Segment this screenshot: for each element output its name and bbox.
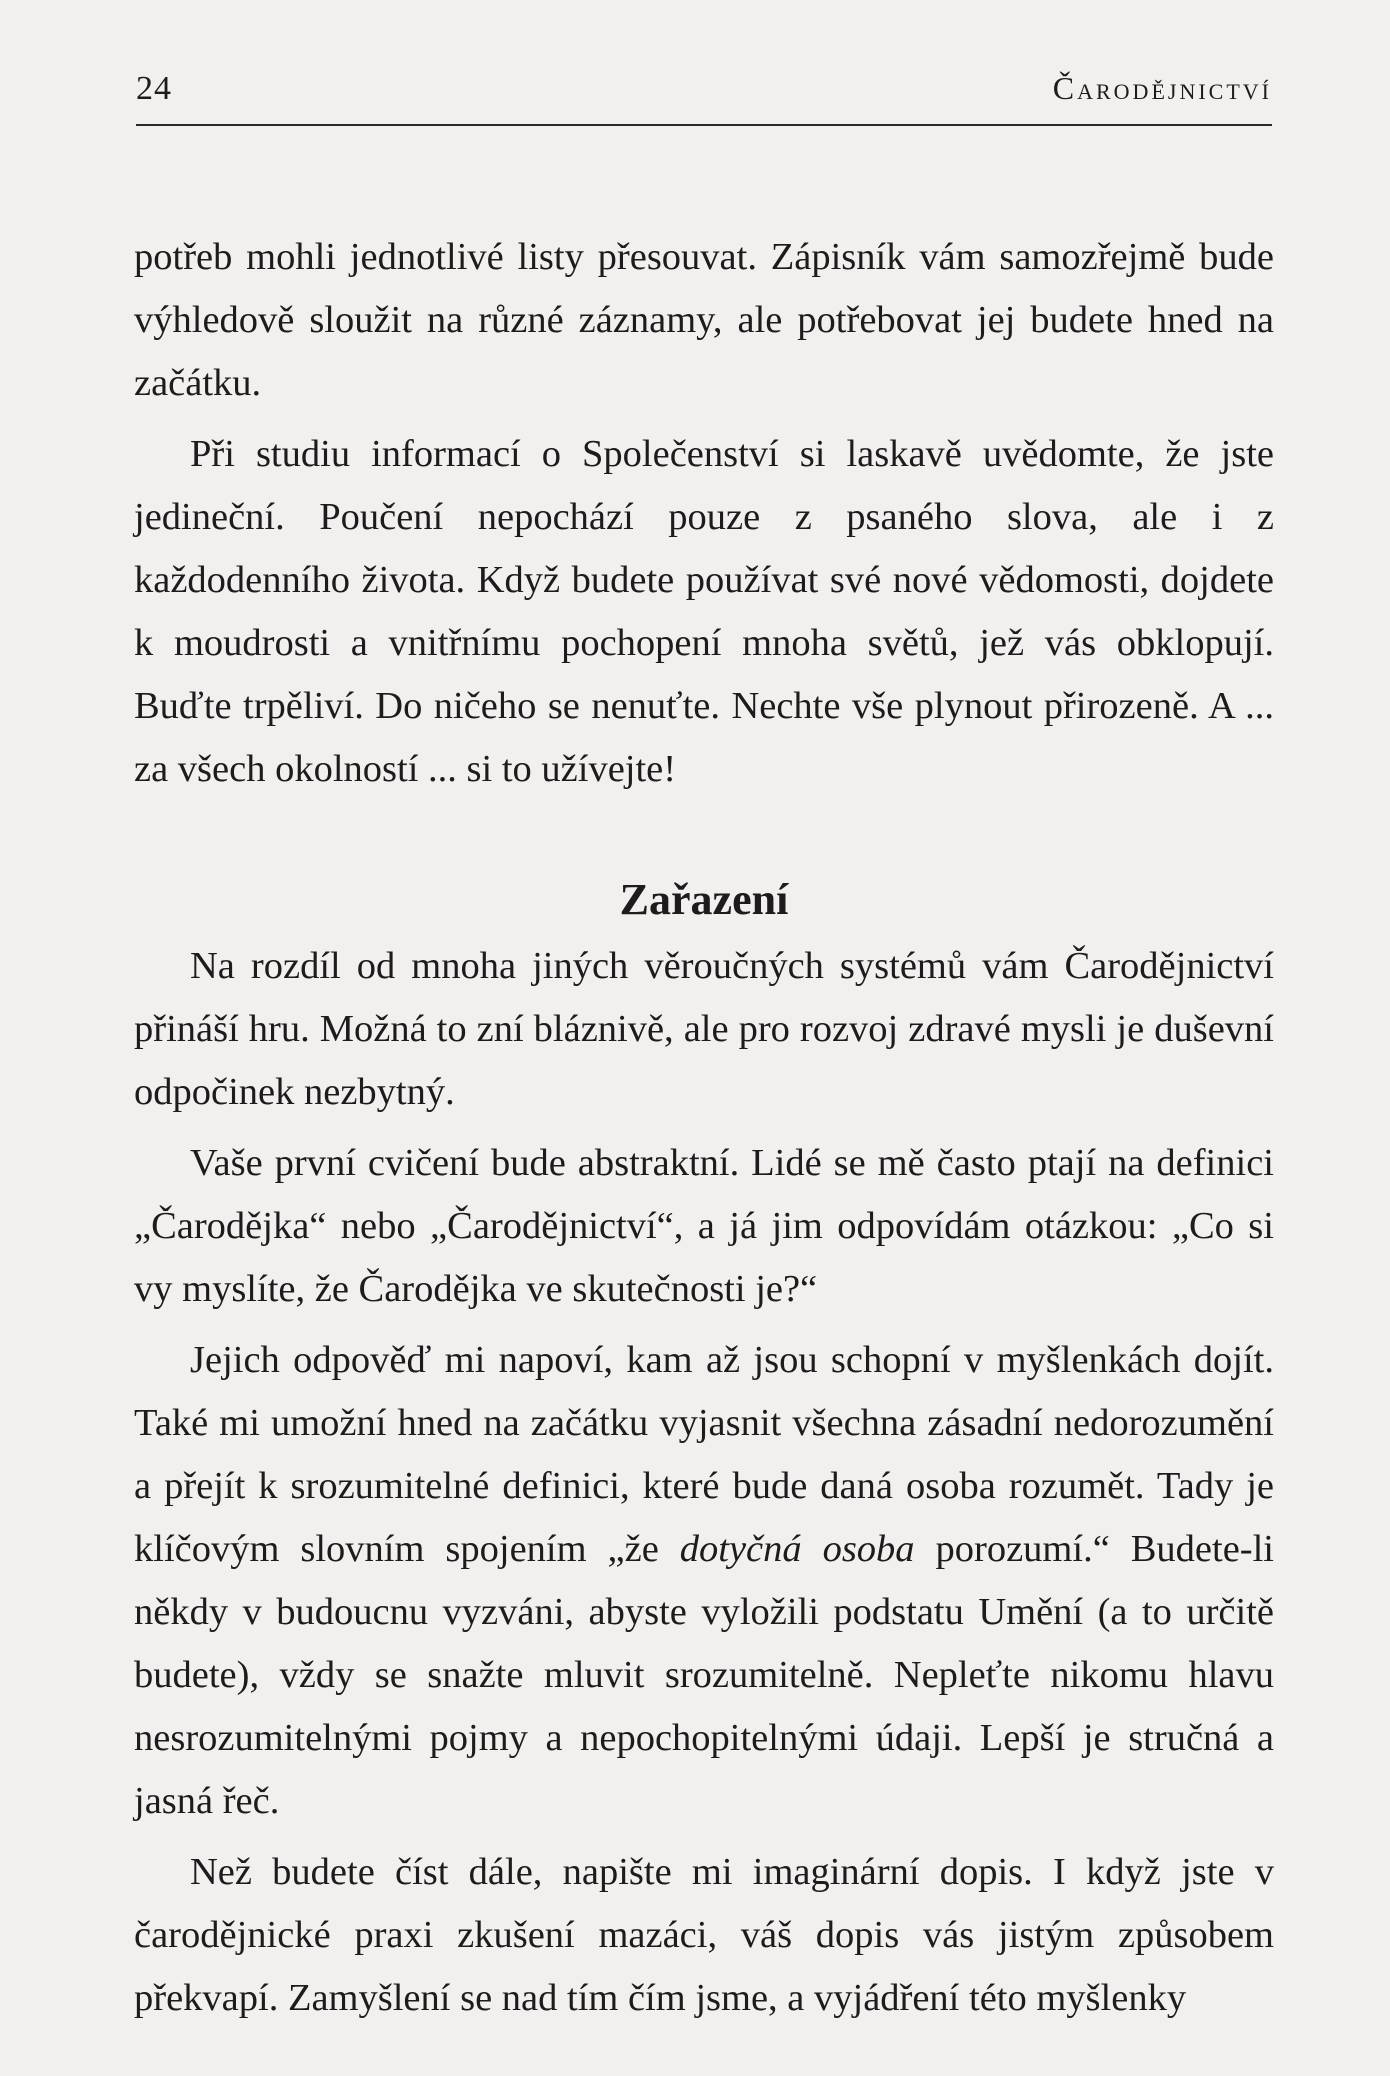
body-text [134, 226, 1274, 2030]
paragraph: Než budete číst dále, napište mi imaginární dopis. I když jste v čarodějnické praxi zkušení mazáci, váš dopis vás jistým způsobem překvapí. Zamyšlení se nad tím čím jsme, a vyjádření této myšlenky [134, 1851, 1274, 2019]
paragraph-text: porozumí.“ Budete-li někdy v budoucnu vyzváni, abyste vyložili podstatu Umění (a to určitě budete), vždy se snažte mluvit srozumitelně. Nepleťte nikomu hlavu nesrozumitelnými pojmy a nepochopitelnými údaji. Lepší je stručná a jasná řeč. [134, 1528, 1274, 1822]
paragraph: Vaše první cvičení bude abstraktní. Lidé se mě často ptají na definici „Čarodějka“ nebo „Čarodějnictví“, a já jim odpovídám otázkou: „Co si vy myslíte, že Čarodějka ve skutečnosti je?“ [134, 1142, 1274, 1310]
paragraph-continued: potřeb mohli jednotlivé listy přesouvat. Zápisník vám samozřejmě bude výhledově sloužit na různé záznamy, ale potřebovat jej budete hned na začátku. [134, 236, 1274, 404]
paragraph: Na rozdíl od mnoha jiných věroučných systémů vám Čarodějnictví přináší hru. Možná to zní bláznivě, ale pro rozvoj zdravé mysli je duševní odpočinek nezbytný. [134, 945, 1274, 1113]
page-number: 24 [136, 70, 172, 107]
chapter-title: Čarodějnictví [1052, 70, 1272, 106]
emphasis-text: dotyčná osoba [679, 1528, 915, 1570]
paragraph: Při studiu informací o Společenství si laskavě uvědomte, že jste jedineční. Poučení nepochází pouze z psaného slova, ale i z každodenního života. Když budete používat své nové vědomosti, dojdete k moudrosti a vnitřnímu pochopení mnoha světů, jež vás obklopují. Buďte trpěliví. Do ničeho se nenuťte. Nechte vše plynout přirozeně. A ... za všech okolností ... si to užívejte! [134, 433, 1274, 790]
running-header [136, 62, 1272, 126]
paragraph-text: Jejich odpověď mi napoví, kam až jsou schopní v myšlenkách dojít. Také mi umožní hned na začátku vyjasnit všechna zásadní nedorozumění a přejít k srozumitelné definici, které bude daná osoba rozumět. Tady je klíčovým slovním spojením „že [134, 1339, 1274, 1570]
section-heading: Zařazení [619, 875, 789, 924]
paragraph-with-emphasis [134, 1329, 1274, 1833]
